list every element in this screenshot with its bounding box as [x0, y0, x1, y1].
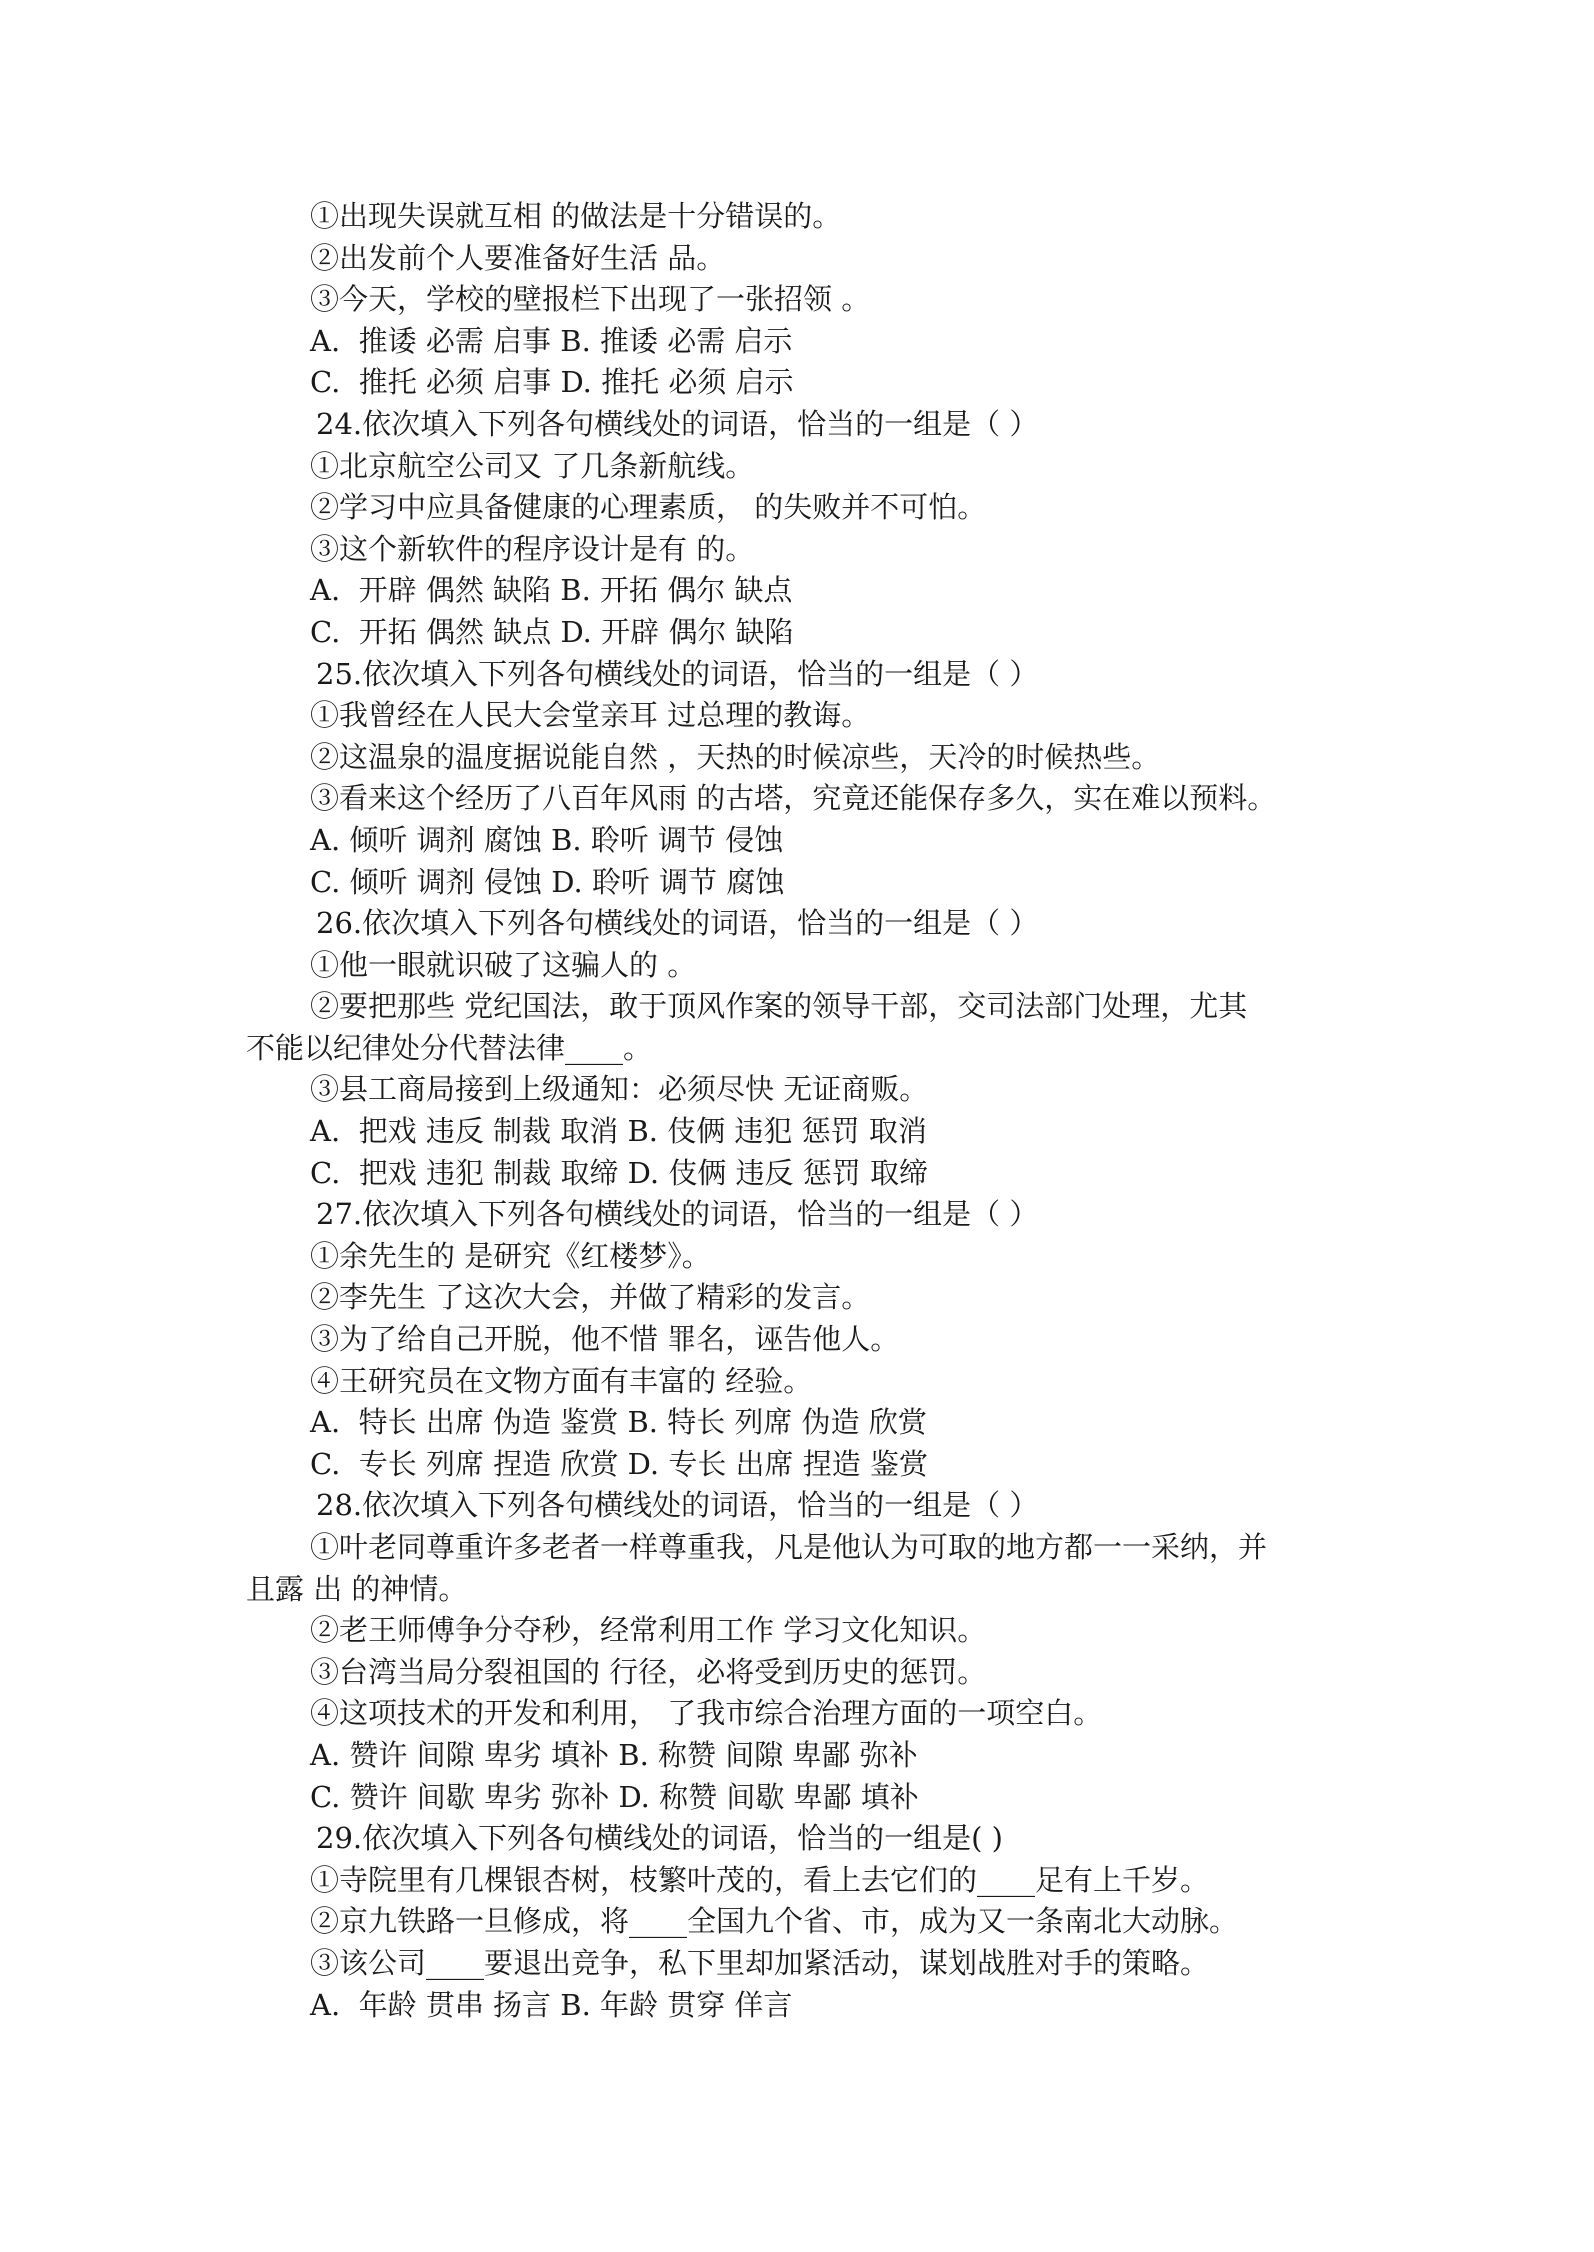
answer-options: C. 专长 列席 捏造 欣赏 D. 专长 出席 捏造 鉴赏	[310, 1446, 928, 1481]
sentence-item: ③台湾当局分裂祖国的 行径，必将受到历史的惩罚。	[310, 1654, 987, 1689]
sentence-item: ①出现失误就互相 的做法是十分错误的。	[310, 199, 842, 233]
sentence-continuation: 且露 出 的神情。	[246, 1571, 468, 1606]
sentence-item: ③为了给自己开脱，他不惜 罪名，诬告他人。	[310, 1322, 900, 1357]
answer-options: C. 把戏 违犯 制裁 取缔 D. 伎俩 违反 惩罚 取缔	[310, 1155, 928, 1190]
answer-options: C. 赞许 间歇 卑劣 弥补 D. 称赞 间歇 卑鄙 填补	[310, 1779, 919, 1814]
answer-options: A. 赞许 间隙 卑劣 填补 B. 称赞 间隙 卑鄙 弥补	[310, 1737, 918, 1772]
sentence-item: ②李先生 了这次大会，并做了精彩的发言。	[310, 1280, 871, 1315]
sentence-item: ②要把那些 党纪国法，敢于顶风作案的领导干部，交司法部门处理，尤其	[310, 989, 1248, 1024]
sentence-item: ②学习中应具备健康的心理素质， 的失败并不可怕。	[310, 490, 987, 525]
question-stem: 24.依次填入下列各句横线处的词语，恰当的一组是（ ）	[316, 406, 1039, 441]
sentence-item: ②京九铁路一旦修成，将____全国九个省、市，成为又一条南北大动脉。	[310, 1904, 1239, 1939]
answer-options: A. 推诿 必需 启事 B. 推诿 必需 启示	[310, 323, 793, 358]
question-stem: 26.依次填入下列各句横线处的词语，恰当的一组是（ ）	[316, 906, 1039, 941]
answer-options: C. 推托 必须 启事 D. 推托 必须 启示	[310, 365, 794, 400]
sentence-item: ①余先生的 是研究《红楼梦》。	[310, 1238, 711, 1273]
sentence-item: ①北京航空公司又 了几条新航线。	[310, 448, 755, 483]
question-stem: 27.依次填入下列各句横线处的词语，恰当的一组是（ ）	[316, 1197, 1039, 1232]
answer-options: C. 倾听 调剂 侵蚀 D. 聆听 调节 腐蚀	[310, 864, 785, 899]
sentence-item: ③该公司____要退出竞争，私下里却加紧活动，谋划战胜对手的策略。	[310, 1945, 1210, 1980]
sentence-item: ④这项技术的开发和利用， 了我市综合治理方面的一项空白。	[310, 1696, 1103, 1731]
sentence-item: ①他一眼就识破了这骗人的 。	[310, 947, 697, 982]
answer-options: A. 特长 出席 伪造 鉴赏 B. 特长 列席 伪造 欣赏	[310, 1405, 927, 1440]
answer-options: A. 开辟 偶然 缺陷 B. 开拓 偶尔 缺点	[310, 573, 793, 608]
sentence-item: ③这个新软件的程序设计是有 的。	[310, 531, 755, 566]
document-body	[246, 196, 1366, 2026]
sentence-item: ①寺院里有几棵银杏树，枝繁叶茂的，看上去它们的____足有上千岁。	[310, 1862, 1210, 1897]
sentence-item: ②这温泉的温度据说能自然 ，天热的时候凉些，天冷的时候热些。	[310, 739, 1161, 774]
answer-options: C. 开拓 偶然 缺点 D. 开辟 偶尔 缺陷	[310, 614, 794, 649]
sentence-item: ③看来这个经历了八百年风雨 的古塔，究竟还能保存多久，实在难以预料。	[310, 781, 1277, 816]
answer-options: A. 把戏 违反 制裁 取消 B. 伎俩 违犯 惩罚 取消	[310, 1114, 927, 1149]
question-stem: 25.依次填入下列各句横线处的词语，恰当的一组是（ ）	[316, 656, 1039, 691]
sentence-item: ①叶老同尊重许多老者一样尊重我，凡是他认为可取的地方都一一采纳，并	[310, 1530, 1268, 1564]
sentence-item: ②老王师傅争分夺秒，经常利用工作 学习文化知识。	[310, 1613, 987, 1648]
question-stem: 29.依次填入下列各句横线处的词语，恰当的一组是( )	[316, 1821, 1003, 1856]
sentence-item: ③县工商局接到上级通知：必须尽快 无证商贩。	[310, 1072, 929, 1107]
sentence-item: ④王研究员在文物方面有丰富的 经验。	[310, 1363, 813, 1398]
sentence-continuation: 不能以纪律处分代替法律____。	[246, 1030, 653, 1065]
answer-options: A. 倾听 调剂 腐蚀 B. 聆听 调节 侵蚀	[310, 822, 784, 857]
answer-options: A. 年龄 贯串 扬言 B. 年龄 贯穿 佯言	[310, 1987, 793, 2022]
sentence-item: ①我曾经在人民大会堂亲耳 过总理的教诲。	[310, 698, 871, 733]
sentence-item: ③今天，学校的壁报栏下出现了一张招领 。	[310, 282, 871, 317]
sentence-item: ②出发前个人要准备好生活 品。	[310, 240, 726, 275]
question-stem: 28.依次填入下列各句横线处的词语，恰当的一组是（ ）	[316, 1488, 1039, 1523]
